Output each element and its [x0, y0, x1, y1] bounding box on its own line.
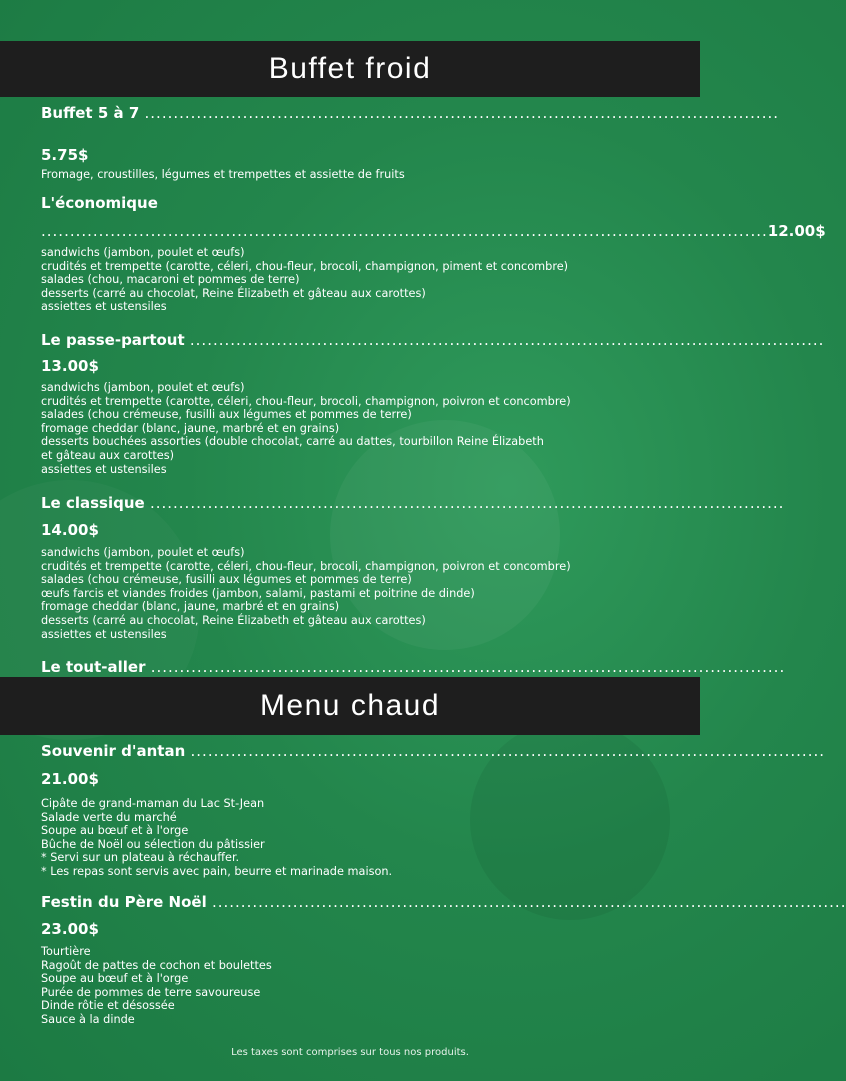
price-leader-line — [41, 222, 826, 240]
dot-leader: .............................................................................................................. — [190, 742, 826, 760]
menu-item-title: L'économique — [41, 194, 158, 212]
menu-item-price: 23.00$ — [41, 920, 99, 938]
menu-item-title: Festin du Père Noël .............................................................................................................. — [41, 893, 846, 911]
menu-item-title: Souvenir d'antan .............................................................................................................. — [41, 742, 826, 760]
dot-leader: .............................................................................................................. — [189, 331, 825, 349]
menu-item-price: 12.00$ — [767, 222, 826, 240]
menu-item-price: 13.00$ — [41, 357, 99, 375]
menu-item-title: Le tout-aller .............................................................................................................. — [41, 658, 786, 676]
menu-item-price: 21.00$ — [41, 770, 99, 788]
menu-item-description: sandwichs (jambon, poulet et œufs) crudités et trempette (carotte, céleri, chou-fleur, brocoli, champignon, poivron et concombre) salades (chou crémeuse, fusilli aux légumes et pommes de terre) œufs farcis et viandes froides (jambon, salami, pastami et poitrine de dinde) fromage cheddar (blanc, jaune, marbré et en grains) desserts (carré au chocolat, Reine Élizabeth et gâteau aux carottes) assiettes et ustensiles — [41, 546, 571, 641]
menu-item-title: Le classique .............................................................................................................. — [41, 494, 785, 512]
menu-item-title: Le passe-partout .............................................................................................................. — [41, 331, 825, 349]
menu-item-description: sandwichs (jambon, poulet et œufs) crudités et trempette (carotte, céleri, chou-fleur, brocoli, champignon, poivron et concombre) salades (chou crémeuse, fusilli aux légumes et pommes de terre) fromage cheddar (blanc, jaune, marbré et en grains) desserts bouchées assorties (double chocolat, carré au dattes, tourbillon Reine Élizabeth et gâteau aux carottes) assiettes et ustensiles — [41, 381, 571, 476]
section-title-hot: Menu chaud — [259, 689, 441, 722]
menu-item-description: Tourtière Ragoût de pattes de cochon et boulettes Soupe au bœuf et à l'orge Purée de pommes de terre savoureuse Dinde rôtie et désossée Sauce à la dinde — [41, 945, 272, 1026]
section-banner-hot — [0, 677, 700, 735]
menu-item-title: Buffet 5 à 7 .............................................................................................................. — [41, 104, 780, 122]
dot-leader: .............................................................................................................. — [150, 658, 786, 676]
menu-item-description: Fromage, croustilles, légumes et trempettes et assiette de fruits — [41, 168, 405, 181]
section-banner-cold — [0, 41, 700, 97]
menu-item-price: 14.00$ — [41, 521, 99, 539]
menu-item-description: sandwichs (jambon, poulet et œufs) crudités et trempette (carotte, céleri, chou-fleur, brocoli, champignon, piment et concombre) salades (chou, macaroni et pommes de terre) desserts (carré au chocolat, Reine Élizabeth et gâteau aux carottes) assiettes et ustensiles — [41, 246, 569, 314]
menu-item-description: Cipâte de grand-maman du Lac St-Jean Salade verte du marché Soupe au bœuf et à l'orge Bûche de Noël ou sélection du pâtissier * Servi sur un plateau à réchauffer. * Les repas sont servis avec pain, beurre et marinade maison. — [41, 797, 393, 878]
dot-leader: .............................................................................................................. — [144, 104, 780, 122]
taxes-footnote: Les taxes sont comprises sur tous nos produits. — [231, 1047, 469, 1058]
dot-leader: .............................................................................................................. — [211, 893, 846, 911]
menu-item-price: 5.75$ — [41, 146, 89, 164]
dot-leader: .............................................................................................................. — [149, 494, 785, 512]
dot-leader: .............................................................................................................................. — [41, 222, 768, 240]
section-title-cold: Buffet froid — [268, 52, 432, 85]
